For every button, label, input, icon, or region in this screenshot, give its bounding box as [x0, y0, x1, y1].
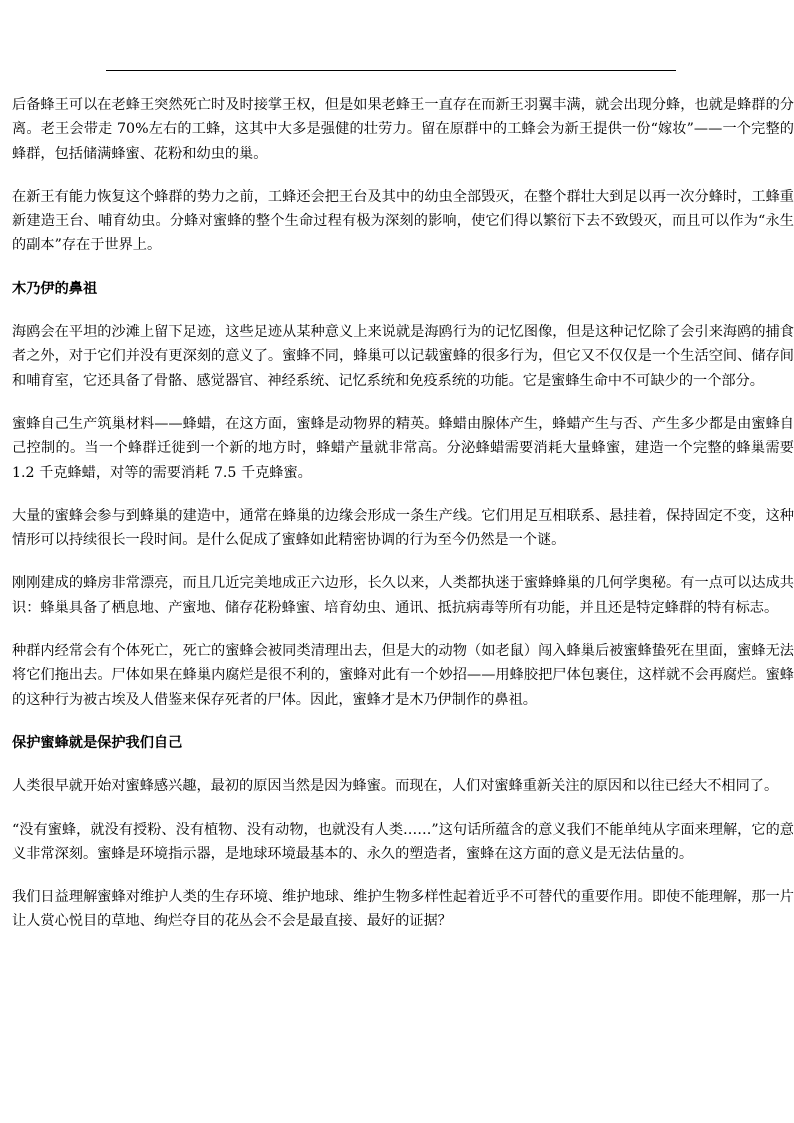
paragraph-seagull: 海鸥会在平坦的沙滩上留下足迹，这些足迹从某种意义上来说就是海鸥行为的记忆图像，但是这种记忆除了会引来海鸥的捕食者之外，对于它们并没有更深刻的意义了。蜜蜂不同，蜂巢可以记载蜜蜂的很多行为，但它又不仅仅是一个生活空间、储存间和哺育室，它还具备了骨骼、感觉器官、神经系统、记忆系统和免疫系统的功能。它是蜜蜂生命中不可缺少的一个部分。 [12, 324, 794, 389]
section-heading-protect-bees: 保护蜜蜂就是保护我们自己 [12, 734, 183, 751]
paragraph-interest: 人类很早就开始对蜜蜂感兴趣，最初的原因当然是因为蜂蜜。而现在，人们对蜜蜂重新关注的原因和以往已经大不相同了。 [12, 778, 779, 795]
section-heading-mummy: 木乃伊的鼻祖 [12, 280, 98, 297]
paragraph-hexagon: 刚刚建成的蜂房非常漂亮，而且几近完美地成正六边形，长久以来，人类都执迷于蜜蜂蜂巢的几何学奥秘。有一点可以达成共识：蜂巢具备了栖息地、产蜜地、储存花粉蜂蜜、培育幼虫、通讯、抵抗病毒等所有功能，并且还是特定蜂群的特有标志。 [12, 575, 794, 616]
paragraph-propolis: 种群内经常会有个体死亡，死亡的蜜蜂会被同类清理出去，但是大的动物（如老鼠）闯入蜂巢后被蜜蜂蛰死在里面，蜜蜂无法将它们拖出去。尸体如果在蜂巢内腐烂是很不利的，蜜蜂对此有一个妙招——用蜂胶把尸体包裹住，这样就不会再腐烂。蜜蜂的这种行为被古埃及人借鉴来保存死者的尸体。因此，蜜蜂才是木乃伊制作的鼻祖。 [12, 643, 794, 708]
header-rule [106, 70, 676, 71]
article-body [12, 93, 794, 953]
paragraph-conclusion: 我们日益理解蜜蜂对维护人类的生存环境、维护地球、维护生物多样性起着近乎不可替代的重要作用。即使不能理解，那一片让人赏心悦目的草地、绚烂夺目的花丛会不会是最直接、最好的证据？ [12, 889, 794, 930]
paragraph-swarming: 后备蜂王可以在老蜂王突然死亡时及时接掌王权，但是如果老蜂王一直存在而新王羽翼丰满，就会出现分蜂，也就是蜂群的分离。老王会带走 70%左右的工蜂，这其中大多是强健的壮劳力。留在原群中的工蜂会为新王提供一份“嫁妆”——一个完整的蜂群，包括储满蜂蜜、花粉和幼虫的巢。 [12, 97, 794, 162]
paragraph-quote: “没有蜜蜂，就没有授粉、没有植物、没有动物，也就没有人类……”这句话所蕴含的意义我们不能单纯从字面来理解，它的意义非常深刻。蜜蜂是环境指示器，是地球环境最基本的、永久的塑造者，蜜蜂在这方面的意义是无法估量的。 [12, 821, 794, 862]
paragraph-beeswax: 蜜蜂自己生产筑巢材料——蜂蜡，在这方面，蜜蜂是动物界的精英。蜂蜡由腺体产生，蜂蜡产生与否、产生多少都是由蜜蜂自己控制的。当一个蜂群迁徙到一个新的地方时，蜂蜡产量就非常高。分泌蜂蜡需要消耗大量蜂蜜，建造一个完整的蜂巢需要 1.2 千克蜂蜡，对等的需要消耗 7.5 千克蜂蜜。 [12, 415, 794, 481]
paragraph-queen-cells: 在新王有能力恢复这个蜂群的势力之前，工蜂还会把王台及其中的幼虫全部毁灭，在整个群壮大到足以再一次分蜂时，工蜂重新建造王台、哺育幼虫。分蜂对蜜蜂的整个生命过程有极为深刻的影响，使它们得以繁衍下去不致毁灭，而且可以作为“永生的副本”存在于世界上。 [12, 188, 794, 254]
paragraph-production-line: 大量的蜜蜂会参与到蜂巢的建造中，通常在蜂巢的边缘会形成一条生产线。它们用足互相联系、悬挂着，保持固定不变，这种情形可以持续很长一段时间。是什么促成了蜜蜂如此精密协调的行为至今仍然是一个谜。 [12, 507, 794, 549]
